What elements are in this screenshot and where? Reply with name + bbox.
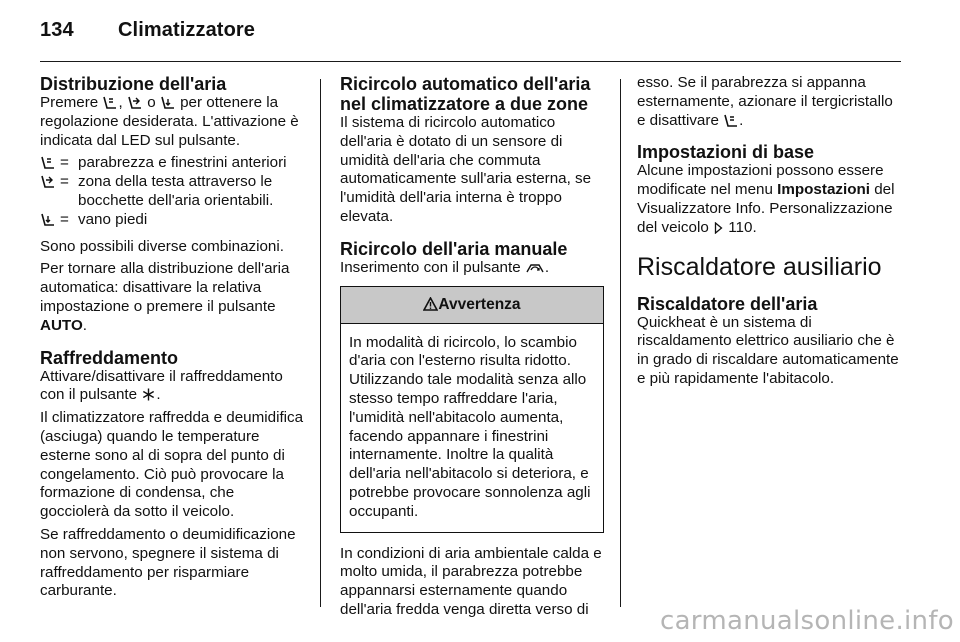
warning-triangle-icon [423,297,438,311]
header-rule [40,61,901,62]
page-number: 134 [40,19,74,41]
head-airflow-icon [41,175,55,188]
heading-distribuzione: Distribuzione dell'aria [40,74,227,94]
paragraph-climatizzatore: Il climatizzatore raffredda e deumidifica (asciuga) quando le temperature esterne sono al di sopra del punto di congelamento. Ciò può provocare la formazione di condensa, che gocciolerà da sotto il veicolo. [40,409,304,521]
paragraph-tornare: Per tornare alla distribuzione dell'aria automatica: disattivare la relativa impostazione o premere il pulsante AUTO. [40,260,290,334]
paragraph-quickheat: Quickheat è un sistema di riscaldamento elettrico ausiliario che è in grado di riscaldare automaticamente e più rapidamente l'abitacolo. [637,313,899,387]
windscreen-airflow-icon [41,156,55,169]
legend-row: = parabrezza e finestrini anteriori [40,154,306,173]
paragraph-inserimento: Inserimento con il pulsante . [340,258,550,276]
airflow-legend [40,154,306,229]
heading-riscaldatore-aria: Riscaldatore dell'aria [637,293,818,314]
column-divider-1 [320,79,321,607]
page-header [40,19,255,42]
page-title: Climatizzatore [118,19,255,41]
heading-raffreddamento: Raffreddamento [40,347,179,368]
footwell-airflow-icon [41,213,55,226]
paragraph-combinazioni: Sono possibili diverse combinazioni. [40,237,284,255]
snowflake-icon [142,388,155,401]
heading-impostazioni: Impostazioni di base [637,142,815,163]
column-divider-2 [620,79,621,607]
legend-row: = zona della testa attraverso le bocchette dell'aria orientabili. [40,173,306,211]
warning-text: In modalità di ricircolo, lo scambio d'aria con l'esterno risulta ridotto. Utilizzando tale modalità senza allo stesso tempo raffreddare l'aria, l'umidità nell'abitacolo aumenta, facendo appannare i finestrini internamente. Inoltre la qualità dell'aria nell'abitacolo si deteriora, e potrebbe provocare sonnolenza agli occupanti. [349,333,591,520]
paragraph-alcune: Alcune impostazioni possono essere modificate nel menu Impostazioni del Visualizzatore Info. Personalizzazione del veicolo 110. [637,162,895,236]
column-2 [340,74,604,624]
paragraph-attivare: Attivare/disattivare il raffreddamento con il pulsante . [40,367,283,404]
warning-title: Avvertenza [438,295,521,313]
windscreen-airflow-icon [724,114,738,127]
heading-ricircolo-automatico: Ricircolo automatico dell'aria nel climatizzatore a due zone [340,74,591,114]
paragraph-esso: esso. Se il parabrezza si appanna esternamente, azionare il tergicristallo e disattivare . [637,74,893,129]
footwell-airflow-icon [161,96,175,109]
warning-box [340,286,604,533]
legend-row: = vano piedi [40,211,306,230]
head-airflow-icon [128,96,142,109]
recirculation-icon [526,262,544,274]
paragraph-condizioni: In condizioni di aria ambientale calda e molto umida, il parabrezza potrebbe appannarsi esternamente quando dell'aria fredda venga diretta verso di [340,544,602,618]
paragraph-premere: Premere , o per ottenere la regolazione desiderata. L'attivazione è indicata dal LED sul pulsante. [40,94,299,149]
column-3 [637,74,903,393]
warning-header [341,287,603,324]
column-1 [40,74,306,605]
watermark: carmanualsonline.info [659,606,954,636]
windscreen-airflow-icon [103,96,117,109]
heading-riscaldatore-ausiliario: Riscaldatore ausiliario [637,252,882,281]
paragraph-ricircolo-automatico: Il sistema di ricircolo automatico dell'aria è dotato di un sensore di umidità dell'aria che commuta automaticamente sull'aria esterna, se l'umidità dell'aria interna è troppo elevata. [340,114,592,225]
heading-ricircolo-manuale: Ricircolo dell'aria manuale [340,238,568,259]
page-reference-icon [714,222,723,234]
paragraph-servono: Se raffreddamento o deumidificazione non servono, spegnere il sistema di raffreddamento per risparmiare carburante. [40,525,296,600]
